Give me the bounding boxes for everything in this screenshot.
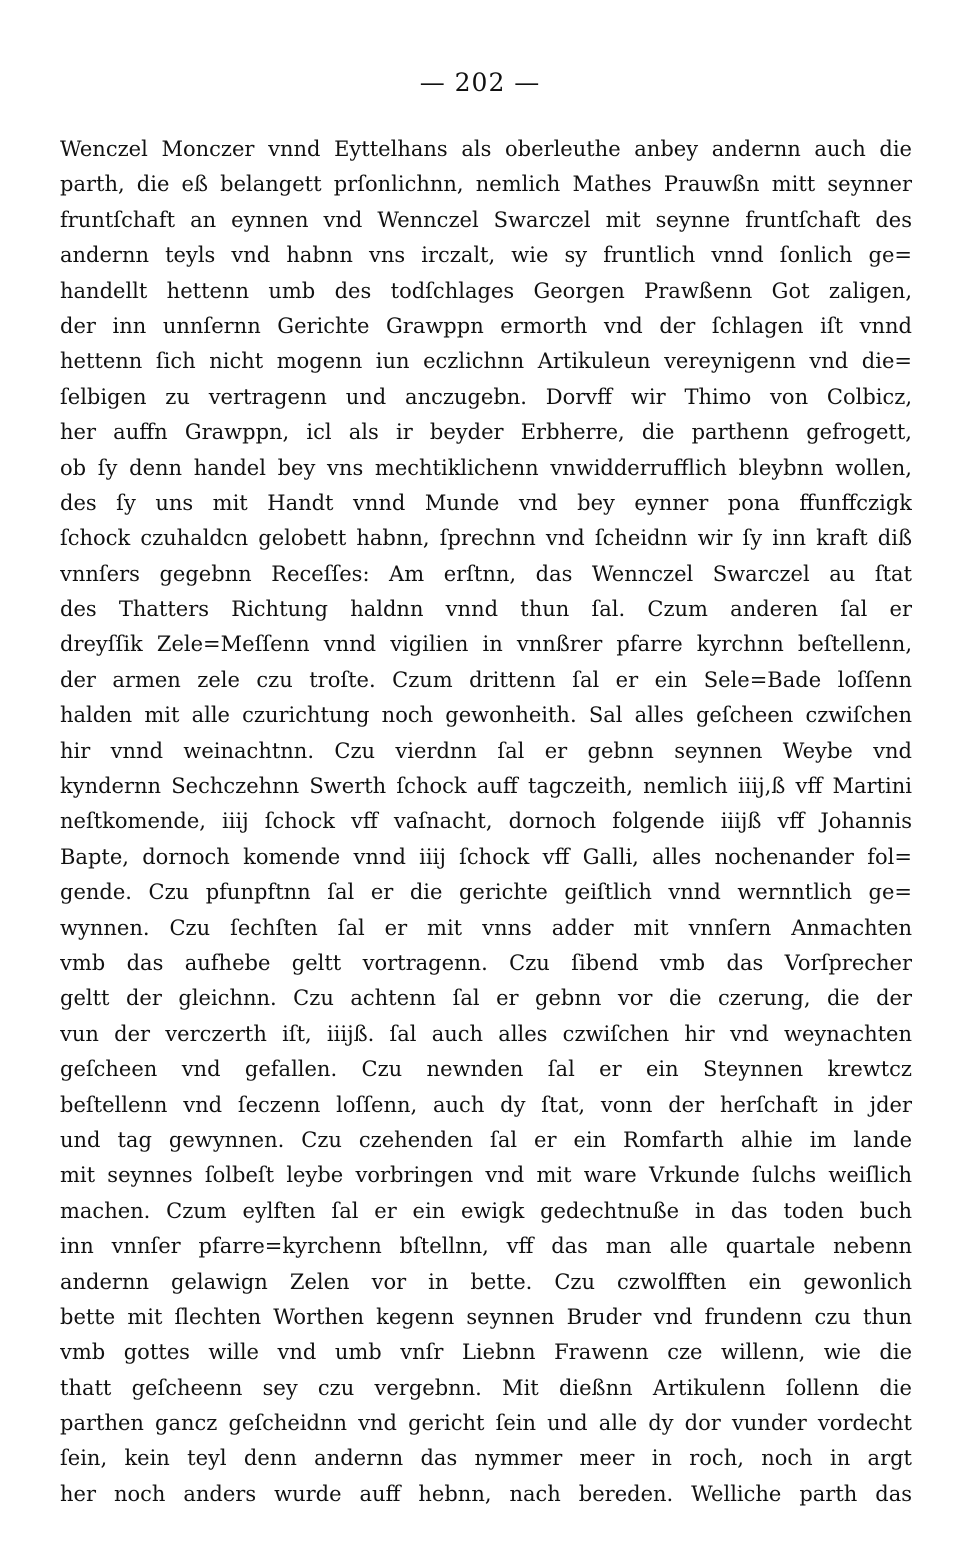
text-line: ſein, kein teyl denn andernn das nymmer meer in roch, noch in argt [60, 1446, 912, 1471]
text-line: ſchock czuhaldcn gelobett habnn, ſprechnn vnd ſcheidnn wir ſy inn kraft diß [60, 526, 912, 551]
text-line: halden mit alle czurichtung noch gewonheith. Sal alles geſcheen czwiſchen [60, 703, 912, 728]
text-line: hettenn ſich nicht mogenn iun eczlichnn Artikuleun vereynigenn vnd die= [60, 349, 912, 374]
text-line: parthen gancz geſcheidnn vnd gericht ſein und alle dy dor vunder vordecht [60, 1411, 912, 1436]
text-line: geltt der gleichnn. Czu achtenn ſal er gebnn vor die czerung, die der [60, 986, 912, 1011]
text-line: her noch anders wurde auff hebnn, nach bereden. Welliche parth das [60, 1481, 912, 1506]
text-line: andernn teyls vnd habnn vns irczalt, wie sy fruntlich vnnd ſonlich ge= [60, 243, 912, 268]
text-line: machen. Czum eylften ſal er ein ewigk gedechtnuße in das toden buch [60, 1198, 912, 1223]
page-number: — 202 — [419, 68, 541, 97]
text-line: andernn gelawign Zelen vor in bette. Czu czwolfften ein gewonlich [60, 1269, 912, 1294]
text-line: des ſy uns mit Handt vnnd Munde vnd bey eynner pona ffunffczigk [60, 490, 912, 515]
text-line: dreyſſik Zele=Meſſenn vnnd vigilien in vnnßrer pfarre kyrchnn beſtellenn, [60, 632, 912, 657]
text-line: Wenczel Monczer vnnd Eyttelhans als oberleuthe anbey andernn auch die [60, 137, 912, 161]
text-line: ob ſy denn handel bey vns mechtiklichenn vnwidderrufflich bleybnn wollen, [60, 455, 912, 480]
text-line: und tag gewynnen. Czu czehenden ſal er ein Romfarth alhie im lande [60, 1127, 912, 1152]
text-line: parth, die eß belangett prſonlichnn, nemlich Mathes Prauwßn mitt seynner [60, 172, 912, 197]
text-line: her auffn Grawppn, icl als ir beyder Erbherre, die parthenn gefrogett, [60, 420, 912, 445]
text-line: hir vnnd weinachtnn. Czu vierdnn ſal er gebnn seynnen Weybe vnd [60, 738, 912, 763]
text-line: vmb gottes wille vnd umb vnſr Liebnn Frawenn cze willenn, wie die [60, 1340, 912, 1365]
text-line: vnnſers gegebnn Receſſes: Am erſtnn, das Wennczel Swarczel au ſtat [60, 561, 912, 586]
text-line: des Thatters Richtung haldnn vnnd thun ſal. Czum anderen ſal er [60, 597, 912, 622]
text-line: beſtellenn vnd ſeczenn loſſenn, auch dy ſtat, vonn der herſchaft in jder [60, 1092, 912, 1117]
text-line: bette mit ſlechten Worthen kegenn seynnen Bruder vnd frundenn czu thun [60, 1304, 912, 1329]
text-line: geſcheen vnd gefallen. Czu newnden ſal er ein Steynnen krewtcz [60, 1057, 912, 1082]
text-line: neſtkomende, iiij ſchock vff vaſnacht, dornoch folgende iiijß vff Johannis [60, 809, 912, 834]
text-line: ſelbigen zu vertragenn und anczugebn. Dorvff wir Thimo von Colbicz, [60, 384, 912, 409]
text-line: Bapte, dornoch komende vnnd iiij ſchock vff Galli, alles nochenander fol= [60, 844, 912, 869]
text-line: mit seynnes ſolbeſt leybe vorbringen vnd mit ware Vrkunde ſulchs weiſlich [60, 1163, 912, 1188]
text-line: kyndernn Sechczehnn Swerth ſchock auff tagczeith, nemlich iiij,ß vff Martini [60, 774, 912, 799]
text-line: vmb das aufhebe geltt vortragenn. Czu ſibend vmb das Vorſprecher [60, 950, 912, 975]
text-line: fruntſchaft an eynnen vnd Wennczel Swarczel mit seynne fruntſchaft des [60, 207, 912, 232]
text-line: vun der verczerth iſt, iiijß. ſal auch alles czwiſchen hir vnd weynachten [60, 1021, 912, 1046]
text-line: inn vnnſer pfarre=kyrchenn bſtellnn, vff das man alle quartale nebenn [60, 1234, 912, 1259]
text-line: der armen zele czu troſte. Czum drittenn ſal er ein Sele=Bade loſſenn [60, 667, 912, 692]
body-text [60, 132, 912, 1512]
text-line: thatt geſcheenn sey czu vergebnn. Mit dießnn Artikulenn ſollenn die [60, 1375, 912, 1400]
text-line: gende. Czu pfunpftnn ſal er die gerichte geiſtlich vnnd wernntlich ge= [60, 880, 912, 905]
text-line: handellt hettenn umb des todſchlages Georgen Prawßenn Got zaligen, [60, 278, 912, 303]
text-line: der inn unnſernn Gerichte Grawppn ermorth vnd der ſchlagen iſt vnnd [60, 313, 912, 338]
text-line: wynnen. Czu ſechſten ſal er mit vnns adder mit vnnſern Anmachten [60, 915, 912, 940]
